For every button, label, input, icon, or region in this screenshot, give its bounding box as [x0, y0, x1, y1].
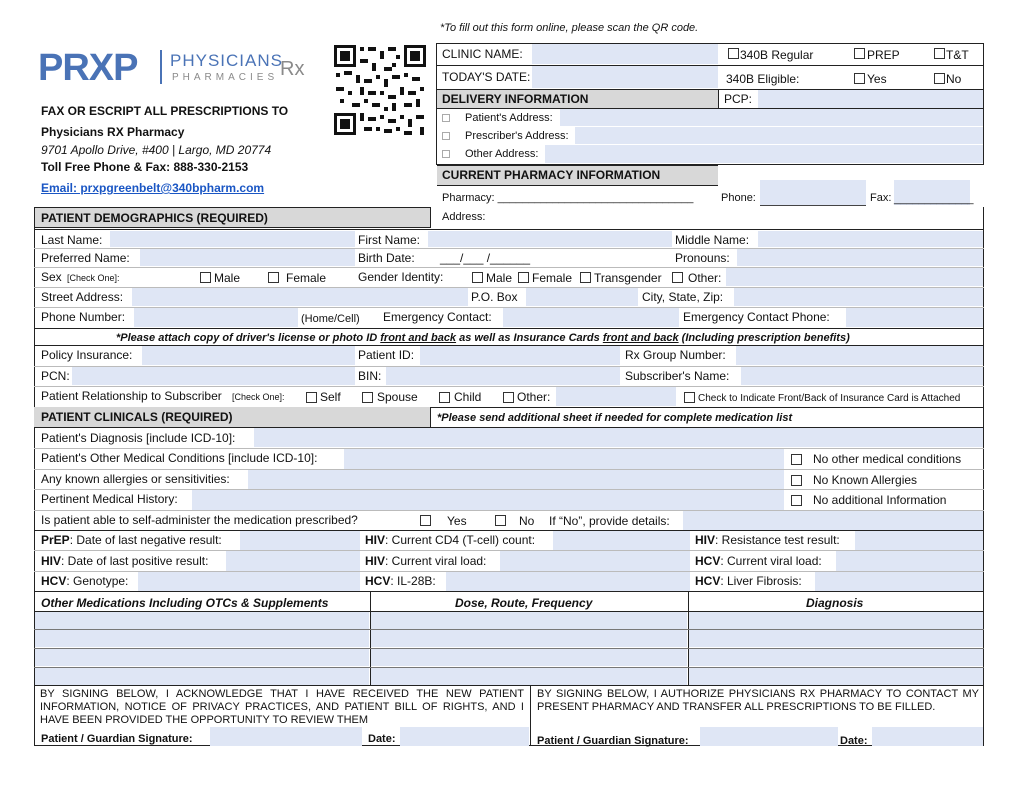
last-name-label: Last Name:	[41, 233, 103, 247]
gi-female-checkbox[interactable]	[518, 272, 529, 283]
no-other-conditions-checkbox[interactable]	[791, 454, 802, 465]
rel-self-checkbox[interactable]	[306, 392, 317, 403]
phone-number-field[interactable]	[134, 308, 298, 327]
history-field[interactable]	[192, 490, 784, 510]
subscriber-name-label: Subscriber's Name:	[625, 369, 730, 383]
eligible-no-label: No	[946, 72, 962, 86]
pronouns-field[interactable]	[737, 249, 983, 266]
other-conditions-label: Patient's Other Medical Conditions [include ICD-10]:	[41, 451, 318, 465]
logo-rx: Rx	[280, 58, 305, 80]
sex-label: Sex	[41, 270, 62, 284]
rel-other-field[interactable]	[556, 387, 676, 406]
first-name-field[interactable]	[428, 231, 672, 247]
relationship-check-one: [Check One]:	[232, 392, 285, 402]
preferred-name-field[interactable]	[140, 249, 355, 266]
emergency-contact-phone-label: Emergency Contact Phone:	[683, 310, 830, 324]
340b-eligible-label: 340B Eligible:	[726, 72, 800, 86]
med-diagnosis-cell[interactable]	[689, 649, 983, 666]
no-allergies-label: No Known Allergies	[813, 473, 918, 487]
sex-female-checkbox[interactable]	[268, 272, 279, 283]
hcv-genotype-field[interactable]	[138, 572, 360, 591]
pharmacy-phone: Toll Free Phone & Fax: 888-330-2153	[41, 160, 249, 174]
fax-heading: FAX OR ESCRIPT ALL PRESCRIPTIONS TO	[41, 104, 289, 118]
middle-name-field[interactable]	[758, 231, 983, 247]
self-admin-yes-checkbox[interactable]	[420, 515, 431, 526]
emergency-contact-label: Emergency Contact:	[383, 310, 492, 324]
hiv-viral-load-field[interactable]	[500, 551, 690, 571]
right-signature-field[interactable]	[700, 727, 838, 746]
pcp-label: PCP:	[724, 92, 753, 106]
rel-other-label: Other:	[517, 390, 551, 404]
current-pharmacy-address-label: Address:	[442, 211, 486, 223]
clinicals-heading: PATIENT CLINICALS (REQUIRED)	[41, 410, 233, 424]
hiv-viral-load-label: HIV: Current viral load:	[365, 554, 487, 568]
hcv-fibrosis-label: HCV: Liver Fibrosis:	[695, 574, 802, 588]
prep-last-negative-label: PrEP: Date of last negative result:	[41, 533, 222, 547]
pharmacy-name: Physicians RX Pharmacy	[41, 125, 185, 139]
phone-number-label: Phone Number:	[41, 310, 126, 324]
patient-address-checkbox[interactable]	[442, 114, 450, 122]
no-other-conditions-label: No other medical conditions	[813, 452, 962, 466]
current-pharmacy-phone-field[interactable]	[760, 180, 866, 205]
pharmacy-email-link[interactable]: Email: prxpgreenbelt@340bpharm.com	[41, 181, 265, 195]
middle-name-label: Middle Name:	[675, 233, 750, 247]
no-additional-label: No additional Information	[813, 493, 947, 507]
hiv-cd4-label: HIV: Current CD4 (T-cell) count:	[365, 533, 536, 547]
pronouns-label: Pronouns:	[675, 251, 730, 265]
clinicals-note: *Please send additional sheet if needed for complete medication list	[437, 412, 793, 424]
current-pharmacy-phone-label: Phone:	[721, 192, 756, 204]
hiv-last-positive-field[interactable]	[226, 551, 360, 571]
hcv-il28b-label: HCV: IL-28B:	[365, 574, 436, 588]
patient-id-field[interactable]	[420, 346, 620, 365]
home-cell-label: (Home/Cell)	[301, 313, 360, 325]
relationship-label: Patient Relationship to Subscriber	[41, 389, 222, 403]
current-pharmacy-heading: CURRENT PHARMACY INFORMATION	[442, 168, 661, 182]
prescriber-address-field[interactable]	[575, 127, 983, 144]
other-address-field[interactable]	[545, 145, 983, 163]
if-no-label: If “No”, provide details:	[549, 514, 670, 528]
allergies-field[interactable]	[248, 470, 784, 489]
med-col-header-diagnosis: Diagnosis	[806, 596, 864, 610]
right-date-label: Date:	[840, 735, 868, 747]
rel-self-label: Self	[320, 390, 341, 404]
med-name-cell[interactable]	[35, 649, 369, 666]
med-name-cell[interactable]	[35, 668, 369, 685]
pcn-label: PCN:	[41, 369, 70, 383]
diagnosis-label: Patient's Diagnosis [include ICD-10]:	[41, 431, 236, 445]
hiv-cd4-field[interactable]	[553, 531, 690, 550]
self-admin-yes-label: Yes	[447, 514, 467, 528]
gi-male-label: Male	[486, 271, 513, 285]
right-signature-label: Patient / Guardian Signature:	[537, 735, 689, 747]
right-date-field[interactable]	[872, 727, 983, 746]
patient-address-label: Patient's Address:	[465, 112, 553, 124]
patient-address-field[interactable]	[560, 109, 983, 126]
eligible-yes-checkbox[interactable]	[854, 73, 865, 84]
340b-regular-label: 340B Regular	[740, 48, 814, 62]
logo	[38, 46, 308, 90]
city-state-zip-label: City, State, Zip:	[642, 290, 724, 304]
self-admin-no-label: No	[519, 514, 535, 528]
po-box-field[interactable]	[526, 288, 638, 306]
street-address-label: Street Address:	[41, 290, 124, 304]
gender-identity-label: Gender Identity:	[358, 270, 444, 284]
prep-label: PREP	[867, 48, 900, 62]
todays-date-label: TODAY'S DATE:	[442, 70, 531, 84]
street-address-field[interactable]	[132, 288, 468, 306]
med-diagnosis-cell[interactable]	[689, 668, 983, 685]
bin-label: BIN:	[358, 369, 382, 383]
med-dose-cell[interactable]	[371, 668, 687, 685]
sex-female-label: Female	[286, 271, 327, 285]
self-admin-label: Is patient able to self-administer the medication prescribed?	[41, 513, 358, 527]
tt-label: T&T	[946, 48, 969, 62]
current-pharmacy-fax-line: _____________	[894, 193, 974, 205]
hcv-viral-load-field[interactable]	[836, 551, 983, 571]
sex-male-label: Male	[214, 271, 241, 285]
diagnosis-field[interactable]	[254, 428, 983, 447]
left-date-label: Date:	[368, 733, 396, 745]
pharmacy-address: 9701 Apollo Drive, #400 | Largo, MD 20774	[41, 143, 272, 157]
patient-id-label: Patient ID:	[358, 348, 415, 362]
gi-male-checkbox[interactable]	[472, 272, 483, 283]
qr-code-icon[interactable]	[332, 43, 428, 137]
rel-spouse-checkbox[interactable]	[362, 392, 373, 403]
other-address-label: Other Address:	[465, 148, 539, 160]
other-conditions-field[interactable]	[344, 449, 784, 469]
clinic-name-label: CLINIC NAME:	[442, 47, 523, 61]
med-col-header-medications: Other Medications Including OTCs & Supplements	[41, 596, 329, 610]
no-allergies-checkbox[interactable]	[791, 475, 802, 486]
gi-other-checkbox[interactable]	[672, 272, 683, 283]
policy-insurance-label: Policy Insurance:	[41, 348, 133, 362]
hiv-resistance-field[interactable]	[855, 531, 983, 550]
last-name-field[interactable]	[110, 231, 355, 247]
med-col-header-dose: Dose, Route, Frequency	[455, 596, 593, 610]
delivery-heading: DELIVERY INFORMATION	[442, 92, 589, 106]
front-back-label: Check to Indicate Front/Back of Insurance Card is Attached	[698, 393, 961, 404]
340b-regular-checkbox[interactable]	[728, 48, 739, 59]
pcn-field[interactable]	[72, 367, 355, 385]
med-diagnosis-cell[interactable]	[689, 630, 983, 647]
history-label: Pertinent Medical History:	[41, 492, 178, 506]
todays-date-field[interactable]	[532, 66, 718, 88]
preferred-name-label: Preferred Name:	[41, 251, 130, 265]
hiv-last-positive-label: HIV: Date of last positive result:	[41, 554, 209, 568]
med-dose-cell[interactable]	[371, 630, 687, 647]
rel-other-checkbox[interactable]	[503, 392, 514, 403]
tt-checkbox[interactable]	[934, 48, 945, 59]
left-signature-field[interactable]	[210, 727, 362, 746]
gi-female-label: Female	[532, 271, 573, 285]
front-back-checkbox[interactable]	[684, 392, 695, 403]
logo-name-line1: PHYSICIANS	[170, 51, 283, 70]
sex-male-checkbox[interactable]	[200, 272, 211, 283]
city-state-zip-field[interactable]	[734, 288, 983, 306]
allergies-label: Any known allergies or sensitivities:	[41, 472, 230, 486]
eligible-no-checkbox[interactable]	[934, 73, 945, 84]
med-dose-cell[interactable]	[371, 612, 687, 629]
if-no-details-field[interactable]	[683, 511, 983, 530]
po-box-label: P.O. Box	[471, 290, 518, 304]
acknowledgement-text: BY SIGNING BELOW, I ACKNOWLEDGE THAT I HAVE RECEIVED THE NEW PATIENT INFORMATION, NOTICE OF PRIVACY PRACTICES, AND PATIENT BILL OF RIGHTS, AND I HAVE BEEN PROVIDED THE OPPORTUNITY TO REVIEW THEM	[40, 688, 524, 726]
top-note: *To fill out this form online, please scan the QR code.	[440, 22, 699, 34]
current-pharmacy-fax-label: Fax:	[870, 192, 892, 204]
prep-checkbox[interactable]	[854, 48, 865, 59]
gi-other-field[interactable]	[726, 268, 983, 286]
no-additional-checkbox[interactable]	[791, 495, 802, 506]
pcp-field[interactable]	[758, 90, 983, 108]
policy-insurance-field[interactable]	[142, 346, 355, 365]
hcv-genotype-label: HCV: Genotype:	[41, 574, 129, 588]
emergency-contact-phone-field[interactable]	[846, 308, 983, 327]
logo-mark: PRXP	[38, 47, 138, 89]
left-signature-label: Patient / Guardian Signature:	[41, 733, 193, 745]
rel-spouse-label: Spouse	[377, 390, 418, 404]
gi-other-label: Other:	[688, 271, 722, 285]
authorization-text: BY SIGNING BELOW, I AUTHORIZE PHYSICIANS RX PHARMACY TO CONTACT MY PRESENT PHARMACY AND TRANSFER ALL PRESCRIPTIONS TO BE FILLED.	[537, 688, 979, 713]
logo-name-line2: PHARMACIES	[172, 72, 279, 83]
other-address-checkbox[interactable]	[442, 150, 450, 158]
rel-child-checkbox[interactable]	[439, 392, 450, 403]
gi-transgender-label: Transgender	[594, 271, 662, 285]
sex-check-one: [Check One]:	[67, 273, 120, 283]
demographics-heading: PATIENT DEMOGRAPHICS (REQUIRED)	[41, 211, 268, 225]
clinic-name-field[interactable]	[532, 44, 718, 64]
birth-date-label: Birth Date:	[358, 251, 415, 265]
emergency-contact-field[interactable]	[503, 308, 679, 327]
prep-last-negative-field[interactable]	[240, 531, 360, 550]
prescriber-address-label: Prescriber's Address:	[465, 130, 569, 142]
rel-child-label: Child	[454, 390, 482, 404]
left-date-field[interactable]	[400, 727, 529, 746]
hcv-il28b-field[interactable]	[446, 572, 690, 591]
rx-group-label: Rx Group Number:	[625, 348, 726, 362]
hcv-fibrosis-field[interactable]	[815, 572, 983, 591]
hcv-viral-load-label: HCV: Current viral load:	[695, 554, 822, 568]
subscriber-name-field[interactable]	[741, 367, 983, 385]
med-name-cell[interactable]	[35, 630, 369, 647]
med-diagnosis-cell[interactable]	[689, 612, 983, 629]
attach-id-note: *Please attach copy of driver's license or photo ID front and back as well as Insurance Cards front and back (Including prescription benefits)	[116, 332, 850, 344]
current-pharmacy-name[interactable]: Pharmacy: ________________________________	[442, 192, 694, 204]
gi-transgender-checkbox[interactable]	[580, 272, 591, 283]
med-name-cell[interactable]	[35, 612, 369, 629]
rx-group-field[interactable]	[736, 346, 983, 365]
bin-field[interactable]	[386, 367, 620, 385]
eligible-yes-label: Yes	[867, 72, 887, 86]
first-name-label: First Name:	[358, 233, 421, 247]
med-dose-cell[interactable]	[371, 649, 687, 666]
prescriber-address-checkbox[interactable]	[442, 132, 450, 140]
birth-date-field[interactable]: ___/___ /______	[440, 251, 531, 265]
hiv-resistance-label: HIV: Resistance test result:	[695, 533, 840, 547]
self-admin-no-checkbox[interactable]	[495, 515, 506, 526]
